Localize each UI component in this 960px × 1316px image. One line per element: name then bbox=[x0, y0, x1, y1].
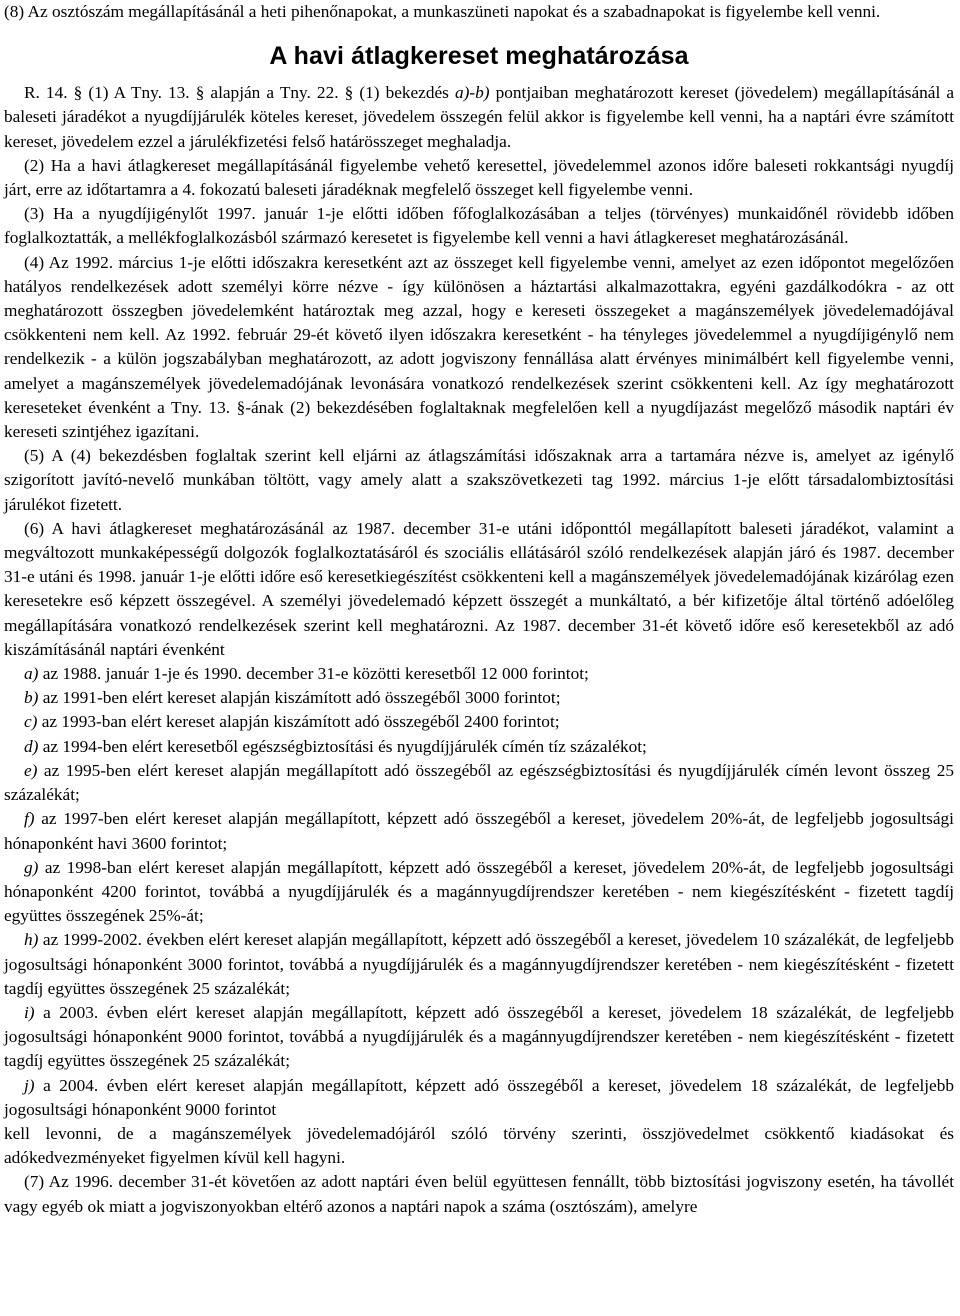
list-item-a bbox=[4, 662, 954, 686]
paragraph-4: (4) Az 1992. március 1-je előtti időszakra keresetként azt az összeget kell figyelembe venni, amelyet az ezen időpontot megelőzően hatályos rendelkezések adott személyi körre nézve - így különösen a háztartási alkalmazottakra, egyéni gazdálkodókra - az ott meghatározott összegben jövedelemként határoztak meg azzal, hogy e kereseti összegeket a magánszemélyek jövedelemadójával csökkenteni nem kell. Az 1992. február 29-ét követő ilyen időszakra keresetként - ha tényleges jövedelemmel a nyugdíjigénylő nem rendelkezik - a külön jogszabályban meghatározott, az adott jogviszony fennállása alatt érvényes minimálbért kell figyelembe venni, amelyet a magánszemélyek jövedelemadójának levonására vonatkozó rendelkezések szerint csökkenteni kell. Az így meghatározott kereseteket évenként a Tny. 13. §-ának (2) bekezdésében foglaltaknak megfelelően kell a nyugdíjazást megelőző második naptári év kereseti szintjéhez igazítani. bbox=[4, 252, 954, 442]
list-item-label: h) bbox=[24, 930, 39, 950]
list-item-text: az 1993-ban elért kereset alapján kiszámított adó összegéből 2400 forintot; bbox=[37, 712, 560, 732]
paragraph-r14-pre: R. 14. § (1) A Tny. 13. § alapján a Tny. 22. § (1) bekezdés bbox=[24, 83, 455, 103]
list-item-label: e) bbox=[24, 760, 38, 780]
list-item-d bbox=[4, 735, 954, 759]
list-item-text: az 1994-ben elért keresetből egészségbiztosítási és nyugdíjjárulék címén tíz százalékot; bbox=[38, 736, 647, 756]
paragraph-7: (7) Az 1996. december 31-ét követően az adott naptári éven belül együttesen fennállt, több biztosítási jogviszony esetén, ha távollét vagy egyéb ok miatt a jogviszonyokban eltérő azonos a naptári napok a száma (osztószám), amelyre bbox=[4, 1172, 954, 1216]
paragraph-r14-post: pontjaiban meghatározott kereset (jövedelem) megállapításánál a baleseti járadékot a nyugdíjjárulék köteles kereset, jövedelem összegén felül akkor is figyelembe kell venni, ha a naptári évre számított kereset, jövedelem ezzel a járulékfizetési felső határösszeget meghaladja. bbox=[4, 83, 955, 151]
paragraph-3: (3) Ha a nyugdíjigénylőt 1997. január 1-je előtti időben főfoglalkozásában a teljes (törvényes) munkaidőnél rövidebb időben foglalkoztatták, a mellékfoglalkozásból származó keresetet is figyelembe kell venni a havi átlagkereset meghatározásánál. bbox=[4, 204, 954, 248]
section-heading: A havi átlagkereset meghatározása bbox=[269, 42, 689, 71]
list-item-text: az 1997-ben elért kereset alapján megállapított, képzett adó összegéből a kereset, jövedelem 20%-át, de legfeljebb jogosultsági hónaponként havi 3600 forintot; bbox=[4, 809, 954, 853]
list-item-text: az 1991-ben elért kereset alapján kiszámított adó összegéből 3000 forintot; bbox=[38, 688, 561, 708]
paragraph-r14-ref: a)-b) bbox=[454, 83, 490, 103]
list-tail: kell levonni, de a magánszemélyek jövedelemadójáról szóló törvény szerinti, összjövedelmet csökkentő kiadásokat és adókedvezményeket figyelmen kívül kell hagyni. bbox=[4, 1123, 954, 1168]
list-item-i bbox=[4, 1001, 954, 1074]
list-item-c bbox=[4, 710, 954, 734]
list-item-label: c) bbox=[24, 712, 38, 732]
paragraph-2: (2) Ha a havi átlagkereset megállapításánál figyelembe vehető keresettel, jövedelemmel azonos időre baleseti rokkantsági nyugdíj járt, erre az időtartamra a 4. fokozatú baleseti járadéknak megfelelő összeget kell figyelembe venni. bbox=[4, 155, 954, 200]
list-item-text: az 1995-ben elért kereset alapján megállapított adó összegéből az egészségbiztosítási és nyugdíjjárulék címén levont összeg 25 százalékát; bbox=[4, 760, 954, 805]
list-item-f bbox=[4, 807, 954, 855]
list-item-j bbox=[4, 1074, 954, 1122]
list-item-e bbox=[4, 759, 954, 807]
intro-paragraph: (8) Az osztószám megállapításánál a heti pihenőnapokat, a munkaszüneti napokat és a szabadnapokat is figyelembe kell venni. bbox=[4, 2, 881, 21]
list-item-text: a 2004. évben elért kereset alapján megállapított, képzett adó összegéből a kereset, jövedelem 18 százalékát, de legfeljebb jogosultsági hónaponként 9000 forintot bbox=[4, 1075, 954, 1119]
list-item-label: g) bbox=[24, 857, 39, 877]
list-item-text: az 1988. január 1-je és 1990. december 31-e közötti keresetből 12 000 forintot; bbox=[38, 664, 589, 684]
list-item-label: b) bbox=[24, 688, 39, 708]
list-item-text: az 1998-ban elért kereset alapján megállapított, képzett adó összegéből a kereset, jövedelem 20%-át, de legfeljebb jogosultsági hónaponként 4200 forintot, továbbá a nyugdíjjárulék és a magánnyugdíjrendszer keretében - nem kiegészítésként - fizetett tagdíj együttes összegének 25%-át; bbox=[4, 857, 954, 926]
list-item-label: f) bbox=[24, 809, 35, 829]
list-item-label: j) bbox=[24, 1075, 35, 1095]
list-item-label: i) bbox=[24, 1002, 35, 1022]
paragraph-5: (5) A (4) bekezdésben foglaltak szerint kell eljárni az átlagszámítási időszaknak arra a tartamára nézve is, amelyet az igénylő szigorított javító-nevelő munkában töltött, vagy amely alatt a szakszövetkezeti tag 1992. március 1-je előtt társadalombiztosítási járulékot fizetett. bbox=[4, 446, 954, 514]
list-item-h bbox=[4, 928, 954, 1001]
list-item-text: a 2003. évben elért kereset alapján megállapított, képzett adó összegéből a kereset, jövedelem 18 százalékát, de legfeljebb jogosultsági hónaponként 9000 forintot, továbbá a nyugdíjjárulék és a magánnyugdíjrendszer keretében - nem kiegészítésként - fizetett tagdíj együttes összegének 25 százalékát; bbox=[4, 1002, 954, 1071]
paragraph-r14 bbox=[4, 81, 954, 154]
paragraph-6: (6) A havi átlagkereset meghatározásánál az 1987. december 31-e utáni időponttól megállapított baleseti járadékot, valamint a megváltozott munkaképességű dolgozók foglalkoztatásáról és szociális ellátásáról szóló rendelkezések alapján járó és 1987. december 31-e utáni és 1998. január 1-je előtti időre eső keresetkiegészítést csökkenteni kell a magánszemélyek jövedelemadójának kizárólag ezen keresetekre eső képzett összegével. A személyi jövedelemadó képzett összegét a munkáltató, a bér kifizetője által történő adóelőleg megállapítására vonatkozó rendelkezések szerint kell meghatározni. Az 1987. december 31-ét követő időre eső keresetekből az adó kiszámításánál naptári évenként bbox=[4, 518, 954, 659]
document-page bbox=[4, 0, 954, 1219]
list-item-g bbox=[4, 856, 954, 929]
list-item-label: d) bbox=[24, 736, 39, 756]
list-item-b bbox=[4, 686, 954, 710]
list-item-text: az 1999-2002. években elért kereset alapján megállapított, képzett adó összegéből a kereset, jövedelem 10 százalékát, de legfeljebb jogosultsági hónaponként 3000 forintot, továbbá a nyugdíjjárulék és a magánnyugdíjrendszer keretében - nem kiegészítésként - fizetett tagdíj együttes összegének 25 százalékát; bbox=[4, 930, 954, 998]
list-item-label: a) bbox=[24, 664, 39, 684]
